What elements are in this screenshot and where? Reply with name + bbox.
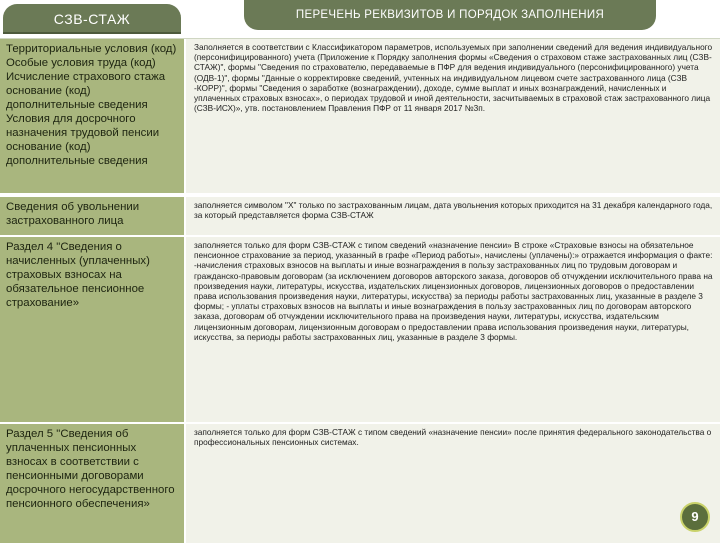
requisite-name: Сведения об увольнении застрахованного лица — [0, 197, 186, 235]
table-row — [0, 422, 720, 543]
requisite-description: заполняется только для форм СЗВ-СТАЖ с типом сведений «назначение пенсии» В строке «Страховые взносы на обязательное пенсионное страхование за период, указанный в графе «Период работы», начислены (уплачены):» отражается информация о факте: -начисления страховых взносов на выплаты и иные вознаграждения в пользу застрахованных лиц по трудовым договорам и гражданско-правовым договорам (за исключением договоров авторского заказа, договоров об отчуждении исключительного права на произведения науки, литературы, искусства, издательских лицензионных договоров, лицензионных договоров о предоставлении права использования произведения науки, литературы, искусства) за периоды работы застрахованных лиц, указанные в разделе 3 формы; - уплаты страховых взносов на выплаты и иные вознаграждения в пользу застрахованных лиц по договорам авторского заказа, договорам об отчуждении исключительного права на произведения науки, литературы, искусства, издательским лицензионным договорам, лицензионным договорам о предоставлении права использования произведения науки, литературы, искусства, за периоды работы застрахованных лиц, указанные в разделе 3 формы. — [186, 237, 720, 422]
requisite-description: Заполняется в соответствии с Классификатором параметров, используемых при заполнении сведений для ведения индивидуального (персонифицированного) учета (Приложение к Порядку заполнения формы «Сведения о страховом стаже застрахованных лиц (СЗВ-СТАЖ)", формы "Сведения по страхователю, передаваемые в ПФР для ведения индивидуального (персонифицированного) учета (ОДВ-1)", формы "Данные о корректировке сведений, учтенных на индивидуальном лицевом счете застрахованного лица (СЗВ -КОРР)", формы "Сведения о заработке (вознаграждении), доходе, сумме выплат и иных вознаграждений, начисленных и уплаченных страховых взносах», о периодах трудовой и иной деятельности, засчитываемых в страховой стаж застрахованного лица (СЗВ-ИСХ)», утв. постановлением Правления ПФР от 11 января 2017 №3п. — [186, 39, 720, 193]
section-title: ПЕРЕЧЕНЬ РЕКВИЗИТОВ И ПОРЯДОК ЗАПОЛНЕНИЯ — [295, 9, 605, 21]
requisite-description: заполняется только для форм СЗВ-СТАЖ с типом сведений «назначение пенсии» после принятия федерального законодательства о профессиональных пенсионных системах. — [186, 424, 720, 543]
table-row — [0, 235, 720, 422]
requisite-name: Территориальные условия (код) Особые условия труда (код) Исчисление страхового стажа основание (код) дополнительные сведения Условия для досрочного назначения трудовой пенсии основание (код) дополнительные сведения — [0, 39, 186, 193]
page-number-badge: 9 — [680, 502, 710, 532]
requisite-name: Раздел 5 "Сведения об уплаченных пенсионных взносах в соответствии с пенсионными договорами досрочного негосударственного пенсионного обеспечения» — [0, 424, 186, 543]
table-row — [0, 39, 720, 193]
form-title: СЗВ-СТАЖ — [53, 11, 131, 27]
requisites-table — [0, 38, 720, 541]
section-title-tab — [244, 0, 656, 30]
requisite-name: Раздел 4 "Сведения о начисленных (уплаченных) страховых взносах на обязательное пенсионное страхование» — [0, 237, 186, 422]
requisite-description: заполняется символом "X" только по застрахованным лицам, дата увольнения которых приходится на 31 декабря календарного года, за который представляется форма СЗВ-СТАЖ — [186, 197, 720, 235]
table-row — [0, 195, 720, 235]
form-title-tab — [3, 4, 181, 34]
